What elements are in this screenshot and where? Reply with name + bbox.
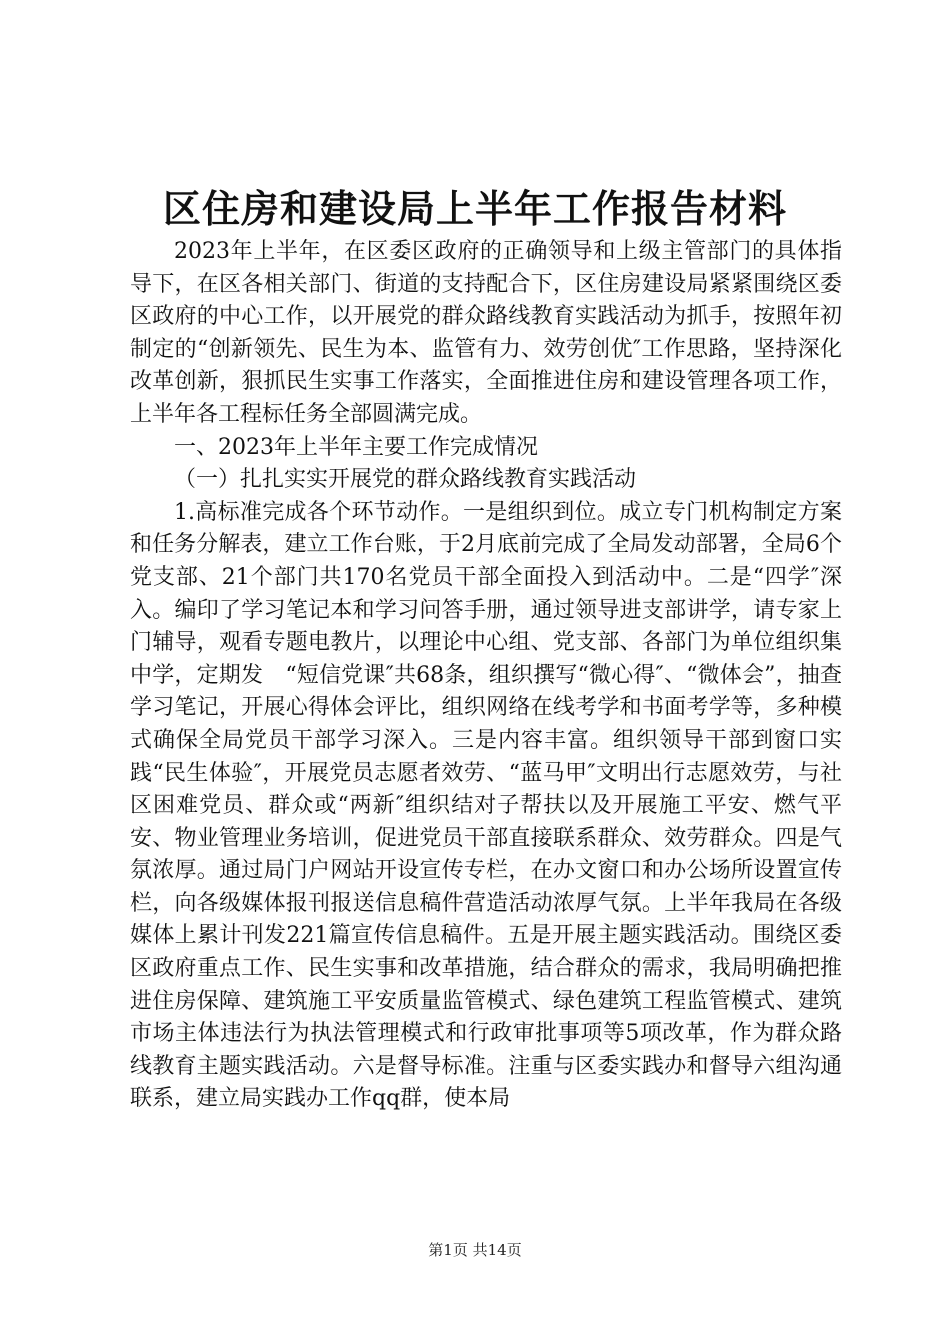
section-heading: 一、2023年上半年主要工作完成情况 — [174, 434, 538, 460]
item-paragraph: 1.高标准完成各个环节动作。一是组织到位。成立专门机构制定方案和任务分解表，建立工作台账，于2月底前完成了全局发动部署，全局6个党支部、21个部门共170名党员干部全面投入到活动中。二是“四学″深入。编印了学习笔记本和学习问答手册，通过领导进支部讲学，请专家上门辅导，观看专题电教片，以理论中心组、党支部、各部门为单位组织集中学，定期发 “短信党课″共68条，组织撰写“微心得″、“微体会”，抽查学习笔记，开展心得体会评比，组织网络在线考学和书面考学等，多种模式确保全局党员干部学习深入。三是内容丰富。组织领导干部到窗口实践“民生体验″，开展党员志愿者效劳、“蓝马甲″文明出行志愿效劳，与社区困难党员、群众或“两新″组织结对子帮扶以及开展施工平安、燃气平安、物业管理业务培训，促进党员干部直接联系群众、效劳群众。四是气氛浓厚。通过局门户网站开设宣传专栏，在办文窗口和办公场所设置宣传栏，向各级媒体报刊报送信息稿件营造活动浓厚气氛。上半年我局在各级媒体上累计刊发221篇宣传信息稿件。五是开展主题实践活动。围绕区委区政府重点工作、民生实事和改革措施，结合群众的需求，我局明确把推进住房保障、建筑施工平安质量监管模式、绿色建筑工程监管模式、建筑市场主体违法行为执法管理模式和行政审批事项等5项改革，作为群众路线教育主题实践活动。六是督导标准。注重与区委实践办和督导六组沟通联系，建立局实践办工作qq群，使本局 — [130, 499, 842, 1112]
subsection-heading: （一）扎扎实实开展党的群众路线教育实践活动 — [174, 467, 637, 493]
page-footer: 第1页 共14页 — [428, 1241, 522, 1259]
document-title: 区住房和建设局上半年工作报告材料 — [162, 187, 787, 231]
intro-paragraph: 2023年上半年，在区委区政府的正确领导和上级主管部门的具体指导下，在区各相关部门、街道的支持配合下，区住房建设局紧紧围绕区委区政府的中心工作，以开展党的群众路线教育实践活动为抓手，按照年初制定的“创新领先、民生为本、监管有力、效劳创优″工作思路，坚持深化改革创新，狠抓民生实事工作落实，全面推进住房和建设管理各项工作，上半年各工程标任务全部圆满完成。 — [130, 239, 842, 427]
document-body — [130, 236, 842, 1116]
